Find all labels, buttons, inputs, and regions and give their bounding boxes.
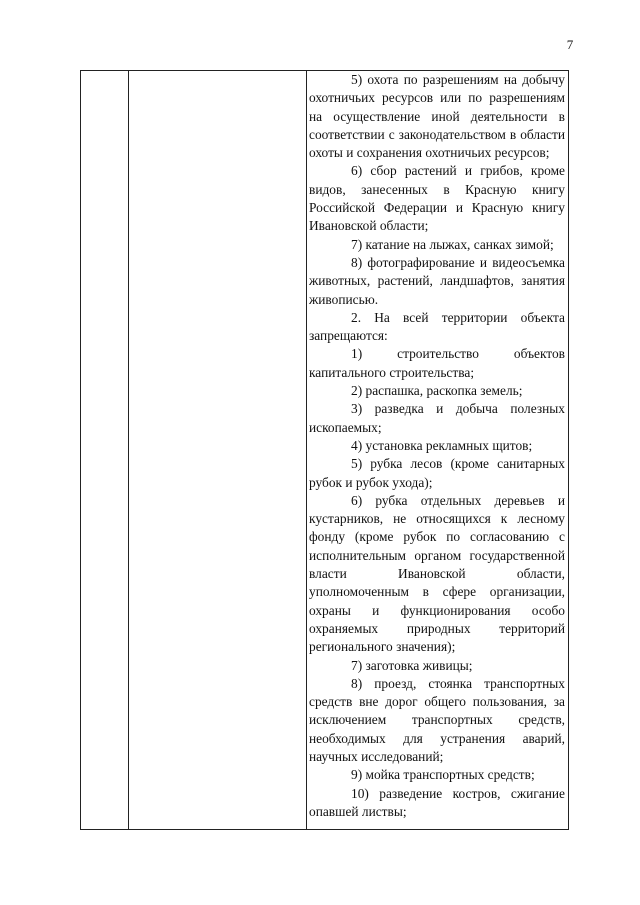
paragraph-tree-cutting: 6) рубка отдельных деревьев и кустарников, не относящихся к лесному фонду (кроме рубок по согласованию с исполнительным органом государственной власти Ивановской области, уполномоченным в сфере организации, охраны и функционирования особо охраняемых природных территорий регионального значения);	[309, 492, 565, 655]
document-table	[80, 70, 569, 830]
paragraph-vehicle-washing: 9) мойка транспортных средств;	[351, 767, 535, 783]
paragraph-vehicles: 8) проезд, стоянка транспортных средств вне дорог общего пользования, за исключением транспортных средств, необходимых для устранения аварий, научных исследований;	[309, 675, 565, 764]
paragraph-skiing: 7) катание на лыжах, санках зимой;	[351, 236, 554, 252]
paragraph-resin: 7) заготовка живицы;	[351, 657, 473, 673]
paragraph-plant-collection: 6) сбор растений и грибов, кроме видов, занесенных в Красную книгу Российской Федерации и Красную книгу Ивановской области;	[309, 163, 565, 234]
column-divider-2	[306, 71, 307, 829]
paragraph-hunting: 5) охота по разрешениям на добычу охотничьих ресурсов или по разрешениям на осуществление иной деятельности в соответствии с законодательством в области охоты и сохранения охотничьих ресурсов;	[309, 72, 565, 161]
paragraph-fires: 10) разведение костров, сжигание опавшей листвы;	[309, 785, 565, 819]
column-divider-1	[128, 71, 129, 829]
paragraph-mining: 3) разведка и добыча полезных ископаемых;	[309, 401, 565, 435]
paragraph-construction: 1) строительство объектов капитального строительства;	[309, 346, 565, 380]
content-cell	[309, 71, 565, 821]
page-number: 7	[566, 37, 574, 52]
paragraph-logging: 5) рубка лесов (кроме санитарных рубок и рубок ухода);	[309, 456, 565, 490]
paragraph-billboards: 4) установка рекламных щитов;	[351, 437, 533, 453]
paragraph-prohibited-heading: 2. На всей территории объекта запрещаются:	[309, 309, 565, 344]
paragraph-photography: 8) фотографирование и видеосъемка животных, растений, ландшафтов, занятия живописью.	[309, 254, 565, 307]
paragraph-plowing: 2) распашка, раскопка земель;	[351, 383, 523, 399]
